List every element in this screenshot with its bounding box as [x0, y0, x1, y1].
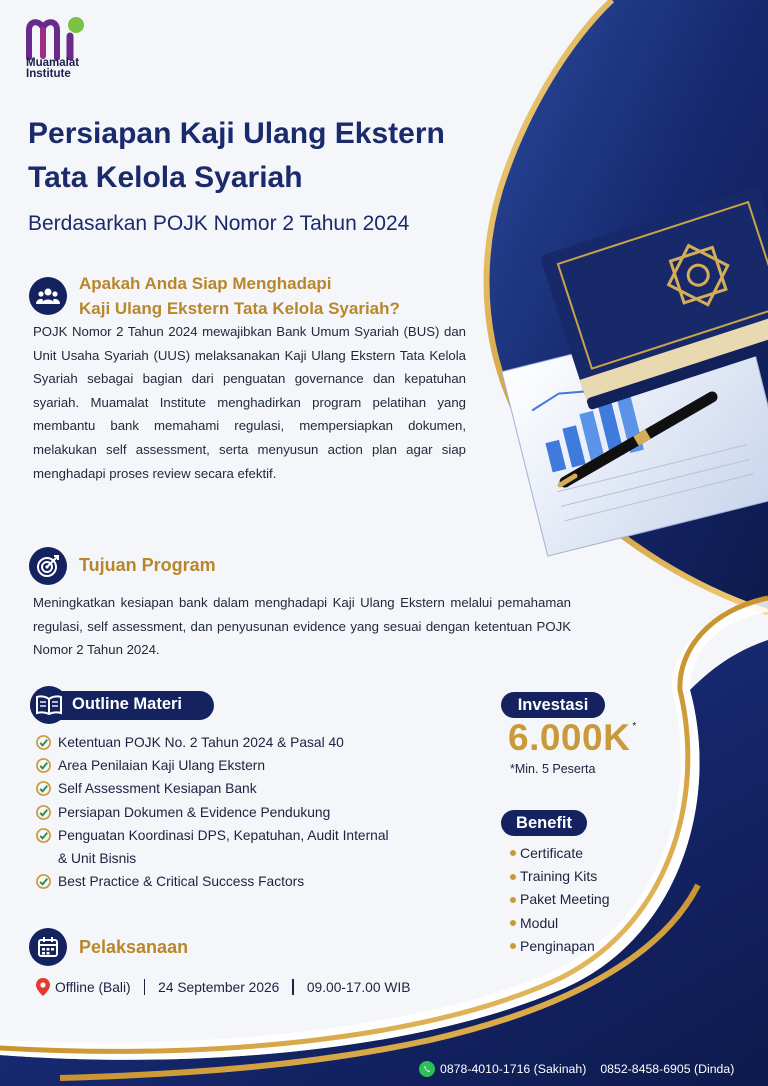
- location-pin-icon: [36, 978, 50, 996]
- people-icon: [29, 277, 67, 315]
- execution-details: [36, 978, 410, 996]
- contact-footer: [419, 1061, 734, 1077]
- benefit-label: Benefit: [501, 810, 587, 836]
- check-icon: [36, 735, 51, 750]
- title-line1: Persiapan Kaji Ulang Ekstern: [28, 117, 445, 150]
- contact-phone-2[interactable]: 0852-8458-6905 (Dinda): [600, 1062, 735, 1076]
- benefit-item: Training Kits: [510, 865, 610, 888]
- benefit-item: Paket Meeting: [510, 888, 610, 911]
- intro-paragraph: POJK Nomor 2 Tahun 2024 mewajibkan Bank Umum Syariah (BUS) dan Unit Usaha Syariah (UUS) melaksanakan Kaji Ulang Ekstern Tata Kelola Syariah sebagai bagian dari penguatan governance dan kepatuhan syariah. Muamalat Institute menghadirkan program pelatihan yang membantu bank memahami regulasi, mempersiapkan dokumen, melakukan self assessment, serta menyusun action plan agar siap menghadapi proses review secara efektif.: [33, 324, 466, 481]
- title-line2: Tata Kelola Syariah: [28, 161, 303, 194]
- page-title: [28, 112, 518, 200]
- page-subtitle: Berdasarkan POJK Nomor 2 Tahun 2024: [28, 212, 410, 235]
- outline-item: Ketentuan POJK No. 2 Tahun 2024 & Pasal 40: [36, 731, 456, 754]
- divider: [144, 979, 146, 995]
- outline-item: Best Practice & Critical Success Factors: [36, 870, 456, 893]
- intro-heading: [79, 271, 479, 321]
- outline-heading: Outline Materi: [72, 695, 183, 713]
- book-icon: [30, 686, 68, 724]
- price-mark: *: [632, 721, 637, 732]
- execution-date: 24 September 2026: [158, 979, 280, 995]
- mi-logo-mark: [26, 16, 90, 60]
- divider: [292, 979, 294, 995]
- contact-phone-1[interactable]: 0878-4010-1716 (Sakinah): [440, 1062, 587, 1076]
- execution-time: 09.00-17.00 WIB: [306, 979, 411, 995]
- benefit-item: Penginapan: [510, 935, 610, 958]
- investment-note: *Min. 5 Peserta: [510, 762, 596, 776]
- outline-item: Area Penilaian Kaji Ulang Ekstern: [36, 754, 456, 777]
- whatsapp-icon: [419, 1061, 435, 1077]
- goal-text: Meningkatkan kesiapan bank dalam menghadapi Kaji Ulang Ekstern melalui pemahaman regulasi, self assessment, dan penyusunan evidence yang sesuai dengan ketentuan POJK Nomor 2 Tahun 2024.: [33, 595, 571, 658]
- brand-name-line2: Institute: [26, 68, 71, 80]
- target-icon: [29, 547, 67, 585]
- muamalat-institute-logo: [26, 16, 96, 80]
- intro-heading-line1: Apakah Anda Siap Menghadapi: [79, 274, 332, 293]
- check-icon: [36, 781, 51, 796]
- investment-label: Investasi: [501, 692, 605, 718]
- outline-item: Self Assessment Kesiapan Bank: [36, 777, 456, 800]
- check-icon: [36, 758, 51, 773]
- execution-location: Offline (Bali): [55, 979, 131, 995]
- investment-price: [508, 717, 635, 759]
- check-icon: [36, 874, 51, 889]
- calendar-icon: [29, 928, 67, 966]
- intro-heading-line2: Kaji Ulang Ekstern Tata Kelola Syariah?: [79, 299, 400, 318]
- benefit-item: Modul: [510, 912, 610, 935]
- execution-heading: Pelaksanaan: [79, 937, 189, 957]
- check-icon: [36, 828, 51, 843]
- goal-heading: Tujuan Program: [79, 555, 216, 575]
- outline-list: [36, 731, 456, 893]
- benefit-list: [510, 842, 610, 958]
- brand-name-line1: Muamalat: [26, 57, 80, 69]
- benefit-item: Certificate: [510, 842, 610, 865]
- outline-item-continuation: & Unit Bisnis: [58, 851, 137, 867]
- check-icon: [36, 805, 51, 820]
- price-value: 6.000K: [508, 717, 631, 758]
- outline-item: Persiapan Dokumen & Evidence Pendukung: [36, 801, 456, 824]
- outline-item: Penguatan Koordinasi DPS, Kepatuhan, Audit Internal & Unit Bisnis: [36, 824, 456, 870]
